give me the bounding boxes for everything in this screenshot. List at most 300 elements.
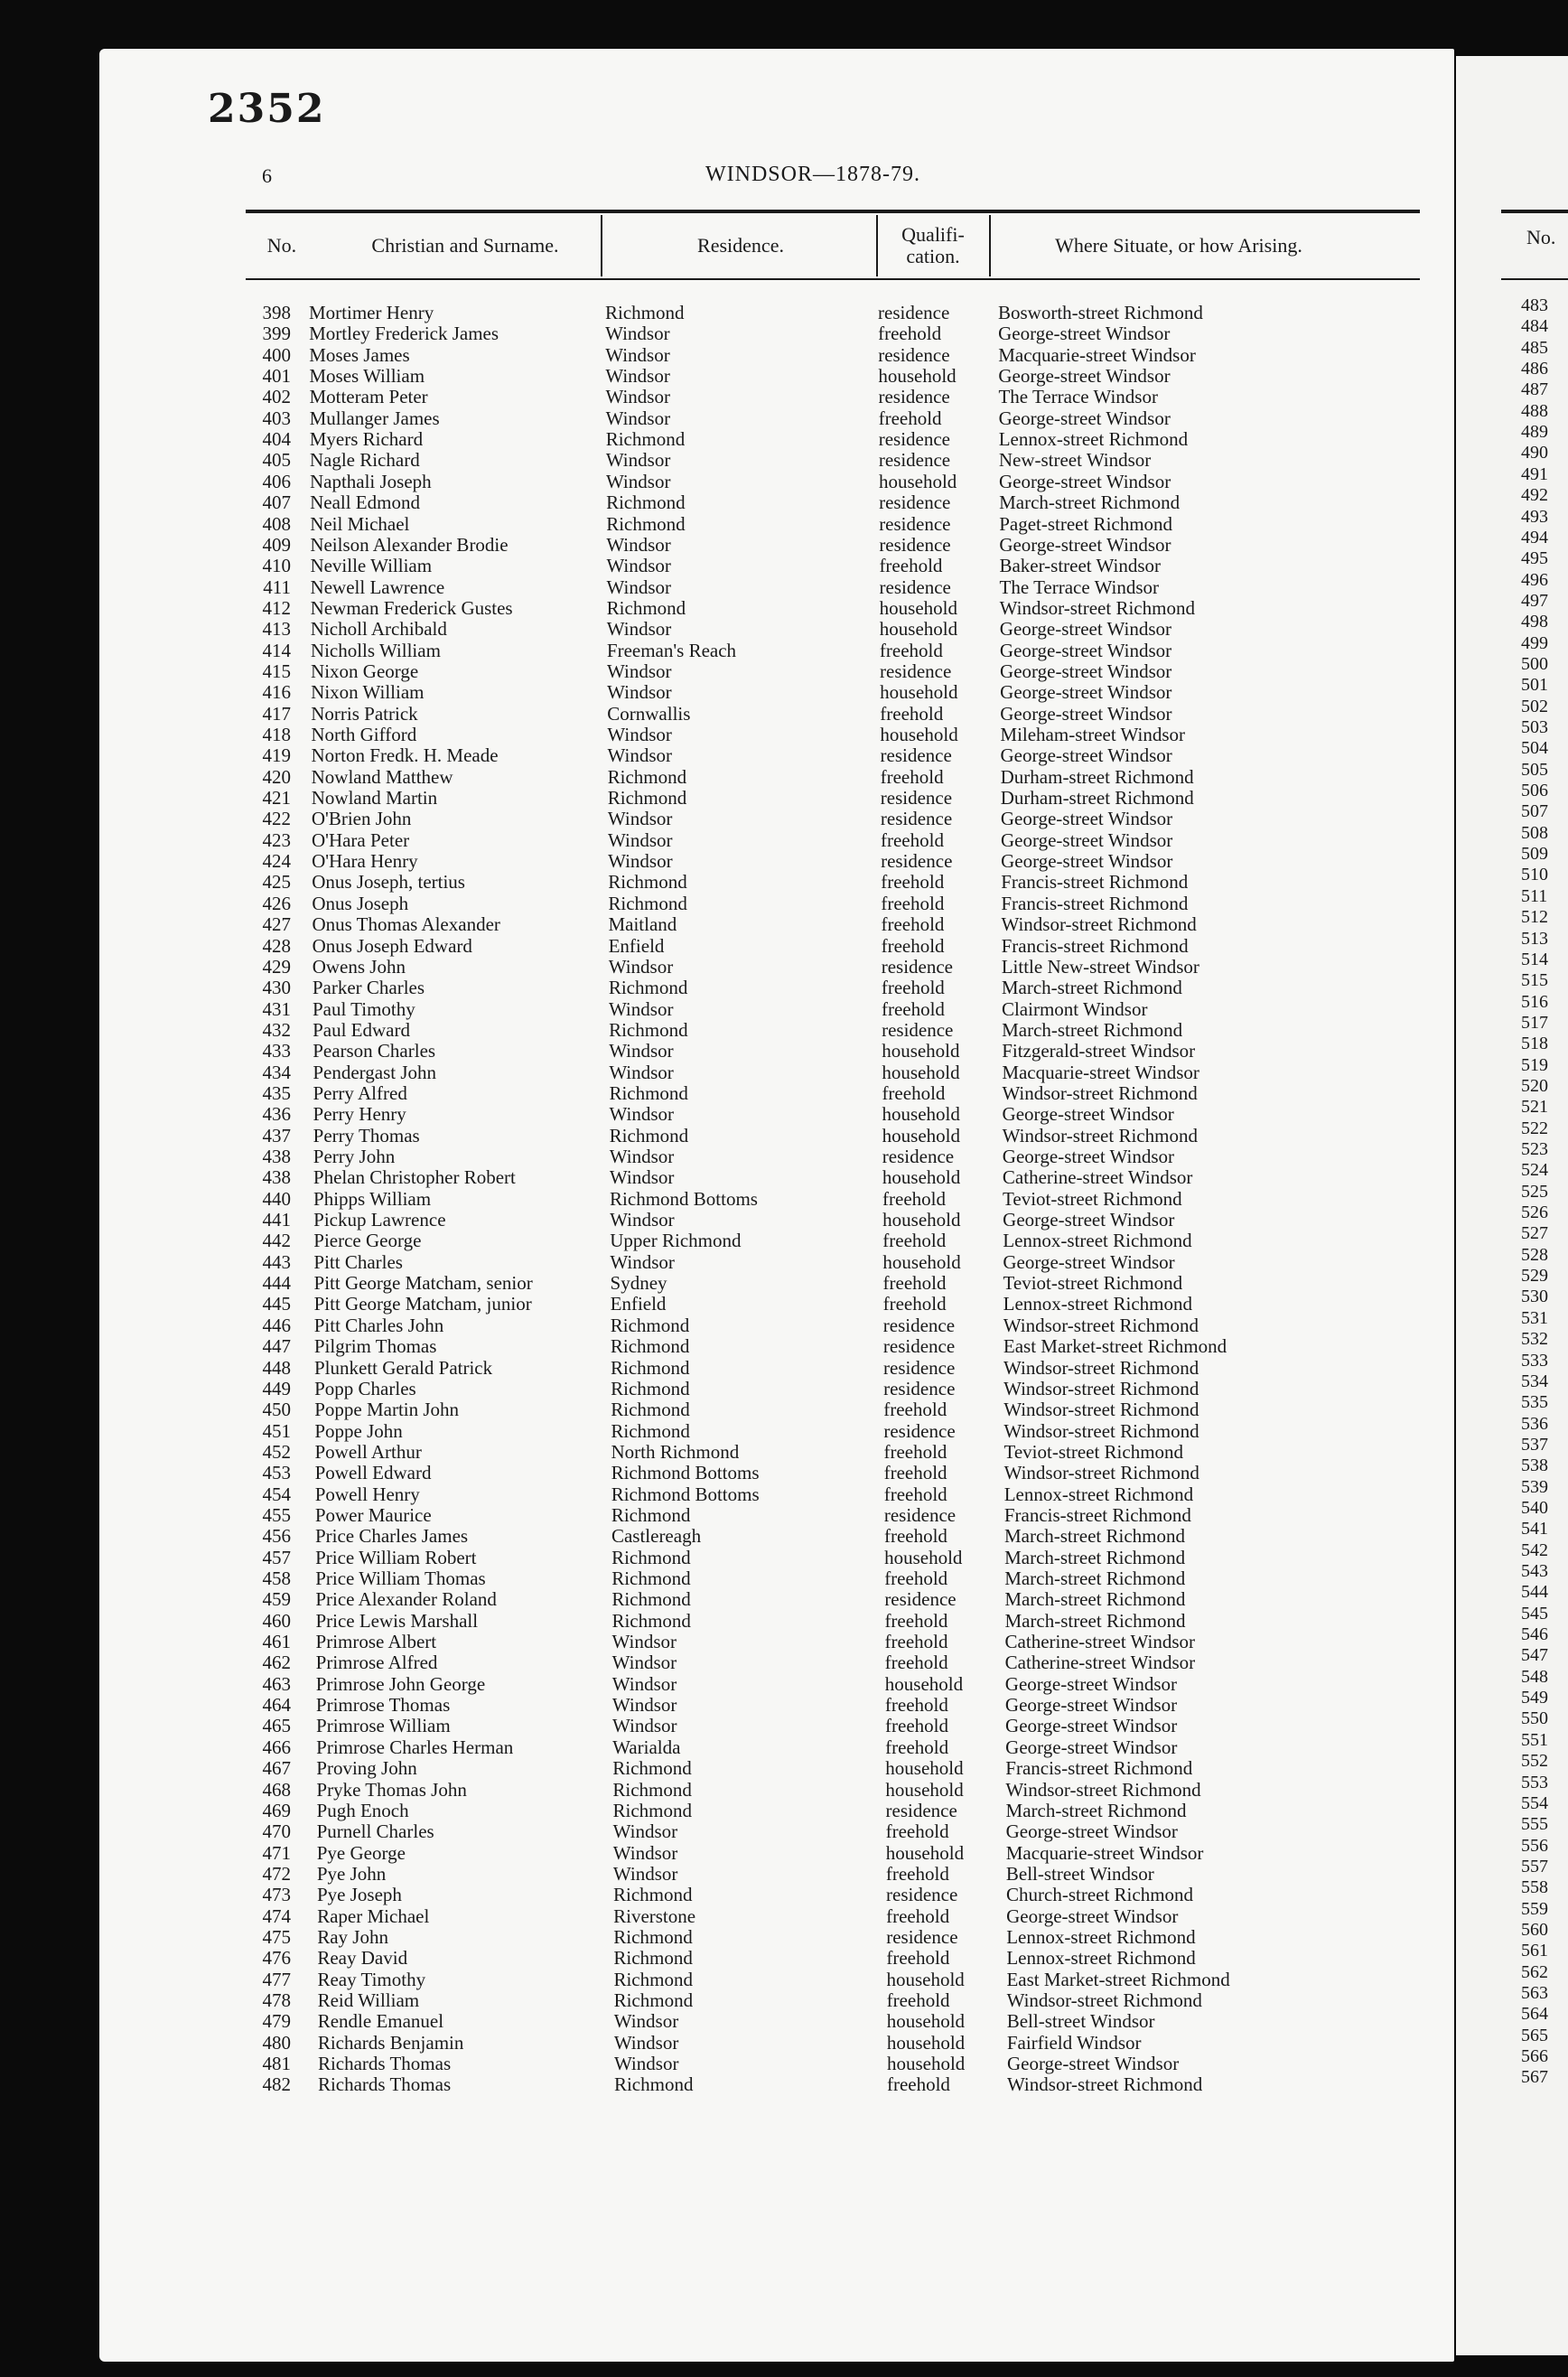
entry-where-situate: Lennox-street Richmond (1003, 1230, 1192, 1252)
adjacent-entry-number: 515 (1521, 970, 1548, 991)
adjacent-entry-number: 513 (1521, 928, 1548, 949)
entry-qualification: household (886, 2031, 966, 2054)
entry-residence: Windsor (609, 1166, 675, 1189)
table-row (0, 1189, 1355, 1210)
entry-number: 404 (262, 428, 291, 451)
entry-qualification: freehold (878, 407, 942, 429)
entry-where-situate: George-street Windsor (1000, 808, 1173, 830)
table-row (0, 1589, 1355, 1610)
entry-number: 402 (262, 386, 291, 408)
adjacent-entry-number: 499 (1521, 632, 1548, 653)
entry-qualification: residence (879, 533, 951, 556)
adjacent-entry-number: 552 (1521, 1751, 1548, 1772)
entry-where-situate: Windsor-street Richmond (1003, 1462, 1199, 1484)
entry-number: 468 (262, 1778, 291, 1801)
entry-residence: Windsor (611, 1631, 677, 1653)
entry-where-situate: Little New-street Windsor (1001, 955, 1199, 978)
entry-where-situate: Windsor-street Richmond (1003, 1314, 1199, 1336)
table-row (0, 1421, 1355, 1442)
entry-number: 436 (262, 1103, 291, 1126)
entry-where-situate: Church-street Richmond (1006, 1884, 1194, 1906)
adjacent-entry-number: 531 (1521, 1307, 1548, 1328)
entry-qualification: residence (879, 491, 951, 514)
entry-name: Price Alexander Roland (315, 1588, 497, 1611)
adjacent-entry-number: 563 (1521, 1983, 1548, 2003)
table-row (0, 2011, 1355, 2032)
entry-where-situate: Lennox-street Richmond (998, 428, 1189, 451)
entry-where-situate: George-street Windsor (998, 323, 1171, 345)
entry-name: Nowland Matthew (311, 765, 453, 788)
entry-name: Pierce George (313, 1230, 422, 1252)
entry-number: 417 (262, 702, 291, 725)
table-row (0, 1780, 1355, 1801)
entry-qualification: household (882, 1250, 961, 1273)
adjacent-entry-number: 489 (1521, 422, 1548, 443)
table-row (0, 345, 1355, 366)
entry-qualification: residence (878, 428, 951, 451)
adjacent-entry-number: 498 (1521, 612, 1548, 632)
table-row (0, 1948, 1355, 1969)
entry-qualification: household (885, 1757, 964, 1780)
adjacent-entry-number: 555 (1521, 1814, 1548, 1835)
entry-residence: Richmond (609, 1081, 688, 1104)
entry-name: Reay David (317, 1947, 408, 1970)
entry-name: Onus Joseph, tertius (312, 871, 465, 894)
entry-number: 413 (262, 618, 291, 641)
table-row (0, 1801, 1355, 1821)
entry-qualification: household (884, 1546, 963, 1568)
entry-qualification: freehold (880, 702, 944, 725)
entry-where-situate: Francis-street Richmond (1005, 1757, 1193, 1780)
entry-residence: Richmond (607, 787, 687, 809)
adjacent-entry-number: 509 (1521, 844, 1548, 865)
entry-number: 472 (262, 1862, 291, 1885)
entry-qualification: freehold (885, 1820, 949, 1843)
entry-where-situate: George-street Windsor (1002, 1146, 1175, 1167)
entry-where-situate: Francis-street Richmond (1001, 934, 1189, 957)
entry-qualification: residence (880, 660, 952, 682)
entry-where-situate: George-street Windsor (1005, 1820, 1178, 1843)
adjacent-entry-number: 487 (1521, 379, 1548, 400)
table-row (0, 1379, 1355, 1399)
entry-qualification: freehold (886, 1989, 950, 2011)
entry-number: 410 (262, 555, 291, 577)
entry-qualification: freehold (884, 1568, 948, 1589)
entry-name: Primrose Charles Herman (316, 1736, 514, 1758)
adjacent-entry-number: 496 (1521, 569, 1548, 590)
entry-name: Price William Robert (315, 1546, 477, 1568)
entry-qualification: residence (878, 302, 950, 323)
entry-residence: Richmond (605, 302, 685, 323)
entry-where-situate: George-street Windsor (1001, 850, 1173, 873)
adjacent-entry-number: 550 (1521, 1708, 1548, 1729)
table-row (0, 1442, 1355, 1463)
adjacent-entry-number: 506 (1521, 781, 1548, 801)
adjacent-entry-number: 520 (1521, 1075, 1548, 1096)
entry-residence: Windsor (610, 1209, 675, 1231)
adjacent-entry-number: 567 (1521, 2067, 1548, 2088)
entry-number: 453 (262, 1462, 291, 1484)
adjacent-entry-number: 553 (1521, 1772, 1548, 1792)
column-divider (989, 215, 991, 276)
sheet-number: 6 (262, 164, 272, 187)
entry-residence: Richmond (606, 596, 686, 619)
entry-residence: Windsor (612, 1820, 678, 1843)
entry-number: 474 (262, 1904, 291, 1927)
adjacent-entry-number: 500 (1521, 653, 1548, 674)
entry-name: Powell Arthur (314, 1440, 422, 1463)
entry-qualification: residence (884, 1588, 957, 1611)
entry-qualification: freehold (886, 2073, 950, 2096)
entry-number: 470 (262, 1820, 291, 1843)
entry-number: 440 (262, 1187, 291, 1210)
entry-residence: Richmond (611, 1377, 690, 1399)
entry-qualification: freehold (882, 1230, 947, 1252)
entry-residence: Windsor (607, 808, 673, 830)
entry-where-situate: Windsor-street Richmond (1002, 1124, 1198, 1146)
adjacent-entry-number: 519 (1521, 1054, 1548, 1075)
entry-name: Rendle Emanuel (317, 2010, 444, 2033)
entry-number: 403 (262, 407, 291, 429)
entry-name: Plunkett Gerald Patrick (314, 1356, 493, 1379)
entry-where-situate: Catherine-street Windsor (1004, 1652, 1196, 1674)
entry-where-situate: Windsor-street Richmond (1006, 1989, 1202, 2011)
adjacent-entry-number: 529 (1521, 1266, 1548, 1287)
entry-residence: Windsor (611, 1672, 677, 1695)
entry-qualification: freehold (882, 1187, 946, 1210)
entry-residence: Castlereagh (611, 1525, 702, 1548)
table-row (0, 1273, 1355, 1294)
entry-where-situate: George-street Windsor (999, 533, 1171, 556)
adjacent-entry-number: 484 (1521, 316, 1548, 337)
entry-number: 482 (262, 2073, 291, 2096)
entry-where-situate: George-street Windsor (1000, 702, 1172, 725)
table-row (0, 1126, 1355, 1146)
entry-where-situate: Macquarie-street Windsor (1002, 1061, 1199, 1083)
entry-residence: Richmond (606, 491, 686, 514)
entry-name: Neil Michael (310, 512, 410, 535)
entry-name: Ray John (317, 1925, 388, 1948)
entry-residence: Windsor (607, 744, 672, 767)
entry-qualification: freehold (881, 828, 944, 851)
table-row (0, 1695, 1355, 1716)
entry-number: 481 (262, 2053, 291, 2075)
entry-number: 461 (262, 1631, 291, 1653)
entry-number: 406 (262, 470, 291, 492)
entry-residence: Richmond Bottoms (610, 1187, 758, 1210)
entry-qualification: freehold (882, 1293, 947, 1315)
table-row (0, 1336, 1355, 1357)
entry-number: 438 (262, 1166, 291, 1189)
entry-residence: Windsor (608, 850, 673, 873)
entry-where-situate: George-street Windsor (1006, 1904, 1179, 1927)
entry-number: 465 (262, 1715, 291, 1737)
entry-where-situate: Windsor-street Richmond (1003, 1399, 1199, 1421)
entry-number: 445 (262, 1293, 291, 1315)
entry-qualification: household (882, 1103, 960, 1126)
entry-number: 476 (262, 1947, 291, 1970)
entry-where-situate: Clairmont Windsor (1001, 997, 1148, 1020)
entry-number: 416 (262, 681, 291, 704)
entry-where-situate: New-street Windsor (998, 449, 1152, 472)
entry-residence: Upper Richmond (610, 1230, 742, 1252)
entry-name: Proving John (316, 1757, 417, 1780)
entry-where-situate: March-street Richmond (1004, 1609, 1186, 1632)
table-row (0, 830, 1355, 851)
entry-name: Mortimer Henry (309, 302, 434, 323)
table-row (0, 366, 1355, 387)
adjacent-entry-number: 514 (1521, 949, 1548, 969)
entry-where-situate: Paget-street Richmond (999, 512, 1173, 535)
entry-residence: Richmond (612, 1757, 692, 1780)
table-row (0, 661, 1355, 682)
table-row (0, 429, 1355, 450)
table-row (0, 851, 1355, 872)
adjacent-header-rule-top (1501, 210, 1568, 213)
entry-where-situate: George-street Windsor (998, 365, 1171, 388)
adjacent-entry-number: 560 (1521, 1919, 1548, 1940)
entry-residence: Richmond (611, 1419, 690, 1442)
entry-qualification: residence (880, 787, 953, 809)
adjacent-entry-number: 507 (1521, 801, 1548, 822)
entry-qualification: freehold (878, 323, 942, 345)
entry-number: 428 (262, 934, 291, 957)
table-row (0, 957, 1355, 978)
adjacent-entry-number: 544 (1521, 1582, 1548, 1603)
table-row (0, 1758, 1355, 1779)
entry-qualification: freehold (885, 1715, 948, 1737)
entry-number: 452 (262, 1440, 291, 1463)
entry-qualification: residence (882, 1314, 956, 1336)
entry-qualification: freehold (879, 639, 943, 661)
entry-residence: Richmond (611, 1399, 690, 1421)
entry-residence: Windsor (605, 343, 670, 366)
entry-number: 418 (262, 724, 291, 745)
entry-residence: Riverstone (613, 1904, 696, 1927)
entry-residence: Richmond (613, 1884, 693, 1906)
entry-residence: Richmond (612, 1799, 693, 1821)
entry-residence: Richmond (613, 1968, 693, 1990)
table-row (0, 1231, 1355, 1251)
table-row (0, 725, 1355, 745)
entry-number: 441 (262, 1209, 291, 1231)
entry-where-situate: March-street Richmond (1002, 1018, 1183, 1041)
adjacent-entry-number: 554 (1521, 1792, 1548, 1813)
adjacent-entry-number: 502 (1521, 696, 1548, 716)
entry-qualification: residence (886, 1925, 958, 1948)
adjacent-entry-number: 528 (1521, 1244, 1548, 1265)
entry-qualification: household (884, 1672, 964, 1695)
entry-residence: Windsor (605, 449, 671, 472)
entry-where-situate: George-street Windsor (999, 618, 1172, 641)
entry-name: North Gifford (311, 724, 417, 745)
adjacent-entry-number: 521 (1521, 1097, 1548, 1118)
entry-residence: Richmond (609, 1124, 689, 1146)
entry-residence: Enfield (608, 934, 665, 957)
entry-name: Perry John (313, 1146, 396, 1167)
entry-name: Newell Lawrence (310, 576, 445, 598)
entry-name: Primrose William (316, 1715, 451, 1737)
entry-residence: Richmond (613, 1989, 694, 2011)
adjacent-entry-number: 548 (1521, 1666, 1548, 1687)
entry-number: 429 (262, 955, 291, 978)
entry-residence: Richmond (613, 1947, 693, 1970)
entry-where-situate: George-street Windsor (998, 407, 1171, 429)
entry-where-situate: March-street Richmond (1003, 1525, 1185, 1548)
table-row (0, 1294, 1355, 1315)
entry-residence: Richmond (607, 765, 687, 788)
entry-name: Phipps William (313, 1187, 432, 1210)
entry-qualification: freehold (881, 913, 945, 936)
entry-name: Primrose Albert (315, 1631, 437, 1653)
adjacent-entry-number: 532 (1521, 1329, 1548, 1350)
table-row (0, 2033, 1355, 2054)
entry-where-situate: George-street Windsor (1000, 660, 1172, 682)
entry-qualification: household (882, 1166, 961, 1189)
entry-number: 466 (262, 1736, 291, 1758)
adjacent-entry-number: 541 (1521, 1519, 1548, 1539)
entry-qualification: freehold (885, 1736, 949, 1758)
adjacent-entry-number: 516 (1521, 991, 1548, 1012)
entry-where-situate: Durham-street Richmond (1000, 787, 1194, 809)
table-row (0, 767, 1355, 788)
table-row (0, 577, 1355, 598)
adjacent-entry-number: 497 (1521, 590, 1548, 611)
entry-name: Neilson Alexander Brodie (310, 533, 509, 556)
entry-where-situate: George-street Windsor (999, 639, 1172, 661)
entry-where-situate: George-street Windsor (1006, 2053, 1180, 2075)
entry-number: 405 (262, 449, 291, 472)
entry-residence: Windsor (606, 533, 671, 556)
entry-number: 442 (262, 1230, 291, 1252)
entry-number: 459 (262, 1588, 291, 1611)
entry-name: Pugh Enoch (316, 1799, 409, 1821)
entry-residence: Richmond Bottoms (611, 1483, 760, 1505)
entry-qualification: freehold (884, 1652, 948, 1674)
entry-where-situate: Windsor-street Richmond (999, 596, 1195, 619)
entry-number: 415 (262, 660, 291, 682)
adjacent-entry-number: 533 (1521, 1350, 1548, 1371)
entry-number: 454 (262, 1483, 291, 1505)
entry-qualification: freehold (886, 1904, 950, 1927)
entry-where-situate: Windsor-street Richmond (1005, 1778, 1201, 1801)
entry-number: 411 (263, 576, 291, 598)
entry-residence: Windsor (613, 2031, 679, 2054)
entry-residence: Windsor (606, 618, 672, 641)
entry-residence: Sydney (610, 1272, 667, 1295)
entry-number: 420 (262, 765, 291, 788)
entry-where-situate: George-street Windsor (1002, 1103, 1174, 1126)
entry-number: 432 (262, 1018, 291, 1041)
entry-name: Pye Joseph (317, 1884, 402, 1906)
entry-number: 471 (262, 1841, 291, 1864)
adjacent-entry-number: 503 (1521, 717, 1548, 737)
entry-number: 426 (262, 892, 291, 914)
entry-name: Price Lewis Marshall (315, 1609, 479, 1632)
entry-residence: Windsor (612, 1841, 678, 1864)
adjacent-entry-number: 546 (1521, 1624, 1548, 1645)
entry-number: 475 (262, 1925, 291, 1948)
entry-where-situate: Francis-street Richmond (1003, 1503, 1191, 1526)
adjacent-entry-number: 558 (1521, 1877, 1548, 1898)
entry-qualification: residence (883, 1377, 956, 1399)
entry-name: Pearson Charles (313, 1040, 436, 1062)
entry-residence: Windsor (609, 1061, 674, 1083)
adjacent-entry-number: 504 (1521, 738, 1548, 759)
entry-residence: Richmond Bottoms (611, 1462, 760, 1484)
entry-residence: Windsor (612, 1715, 677, 1737)
entry-qualification: freehold (884, 1631, 948, 1653)
entry-qualification: freehold (881, 977, 945, 999)
entry-name: Popp Charles (314, 1377, 416, 1399)
entry-residence: Windsor (607, 724, 672, 745)
adjacent-entry-number: 543 (1521, 1561, 1548, 1581)
entry-number: 450 (262, 1399, 291, 1421)
table-row (0, 1020, 1355, 1041)
entry-name: Motteram Peter (309, 386, 428, 408)
entry-number: 399 (262, 323, 291, 345)
table-row (0, 472, 1355, 492)
adjacent-entry-number: 556 (1521, 1835, 1548, 1856)
entry-where-situate: Windsor-street Richmond (1001, 913, 1197, 936)
entry-qualification: residence (882, 1146, 955, 1167)
adjacent-entry-number: 557 (1521, 1856, 1548, 1876)
entry-number: 451 (262, 1419, 291, 1442)
table-row (0, 809, 1355, 829)
adjacent-entry-number: 483 (1521, 295, 1548, 315)
entry-name: Paul Edward (313, 1018, 410, 1041)
entry-where-situate: Catherine-street Windsor (1002, 1166, 1193, 1189)
entry-residence: Windsor (611, 1652, 677, 1674)
entry-qualification: residence (883, 1356, 956, 1379)
table-row (0, 1716, 1355, 1736)
table-row (0, 704, 1355, 725)
entry-name: Power Maurice (314, 1503, 432, 1526)
entry-name: Reay Timothy (317, 1968, 426, 1990)
adjacent-entry-number: 545 (1521, 1603, 1548, 1624)
entry-where-situate: George-street Windsor (1003, 1209, 1175, 1231)
entry-where-situate: East Market-street Richmond (1003, 1335, 1227, 1358)
column-divider (601, 215, 602, 276)
entry-number: 456 (262, 1525, 291, 1548)
entry-number: 422 (262, 808, 291, 830)
entry-where-situate: Lennox-street Richmond (1003, 1293, 1192, 1315)
entry-number: 463 (262, 1672, 291, 1695)
table-row (0, 514, 1355, 535)
entry-name: Pitt George Matcham, junior (313, 1293, 532, 1315)
entry-residence: Cornwallis (607, 702, 691, 725)
entry-qualification: household (879, 618, 958, 641)
entry-residence: Windsor (605, 386, 670, 408)
header-rule-bottom (246, 278, 1420, 280)
entry-name: Raper Michael (317, 1904, 430, 1927)
entry-qualification: residence (880, 744, 952, 767)
entry-name: Pye George (316, 1841, 406, 1864)
entry-qualification: freehold (881, 892, 945, 914)
entry-residence: Richmond (609, 1018, 688, 1041)
entry-qualification: residence (883, 1503, 957, 1526)
table-row (0, 1885, 1355, 1905)
entry-number: 437 (262, 1124, 291, 1146)
adjacent-entry-number: 562 (1521, 1961, 1548, 1982)
entry-where-situate: Mileham-street Windsor (1000, 724, 1186, 745)
entry-qualification: freehold (884, 1694, 948, 1717)
entry-number: 443 (262, 1250, 291, 1273)
adjacent-entry-number: 512 (1521, 907, 1548, 928)
entry-name: Reid William (317, 1989, 420, 2011)
entry-name: Primrose John George (315, 1672, 486, 1695)
adjacent-entry-number: 510 (1521, 865, 1548, 885)
